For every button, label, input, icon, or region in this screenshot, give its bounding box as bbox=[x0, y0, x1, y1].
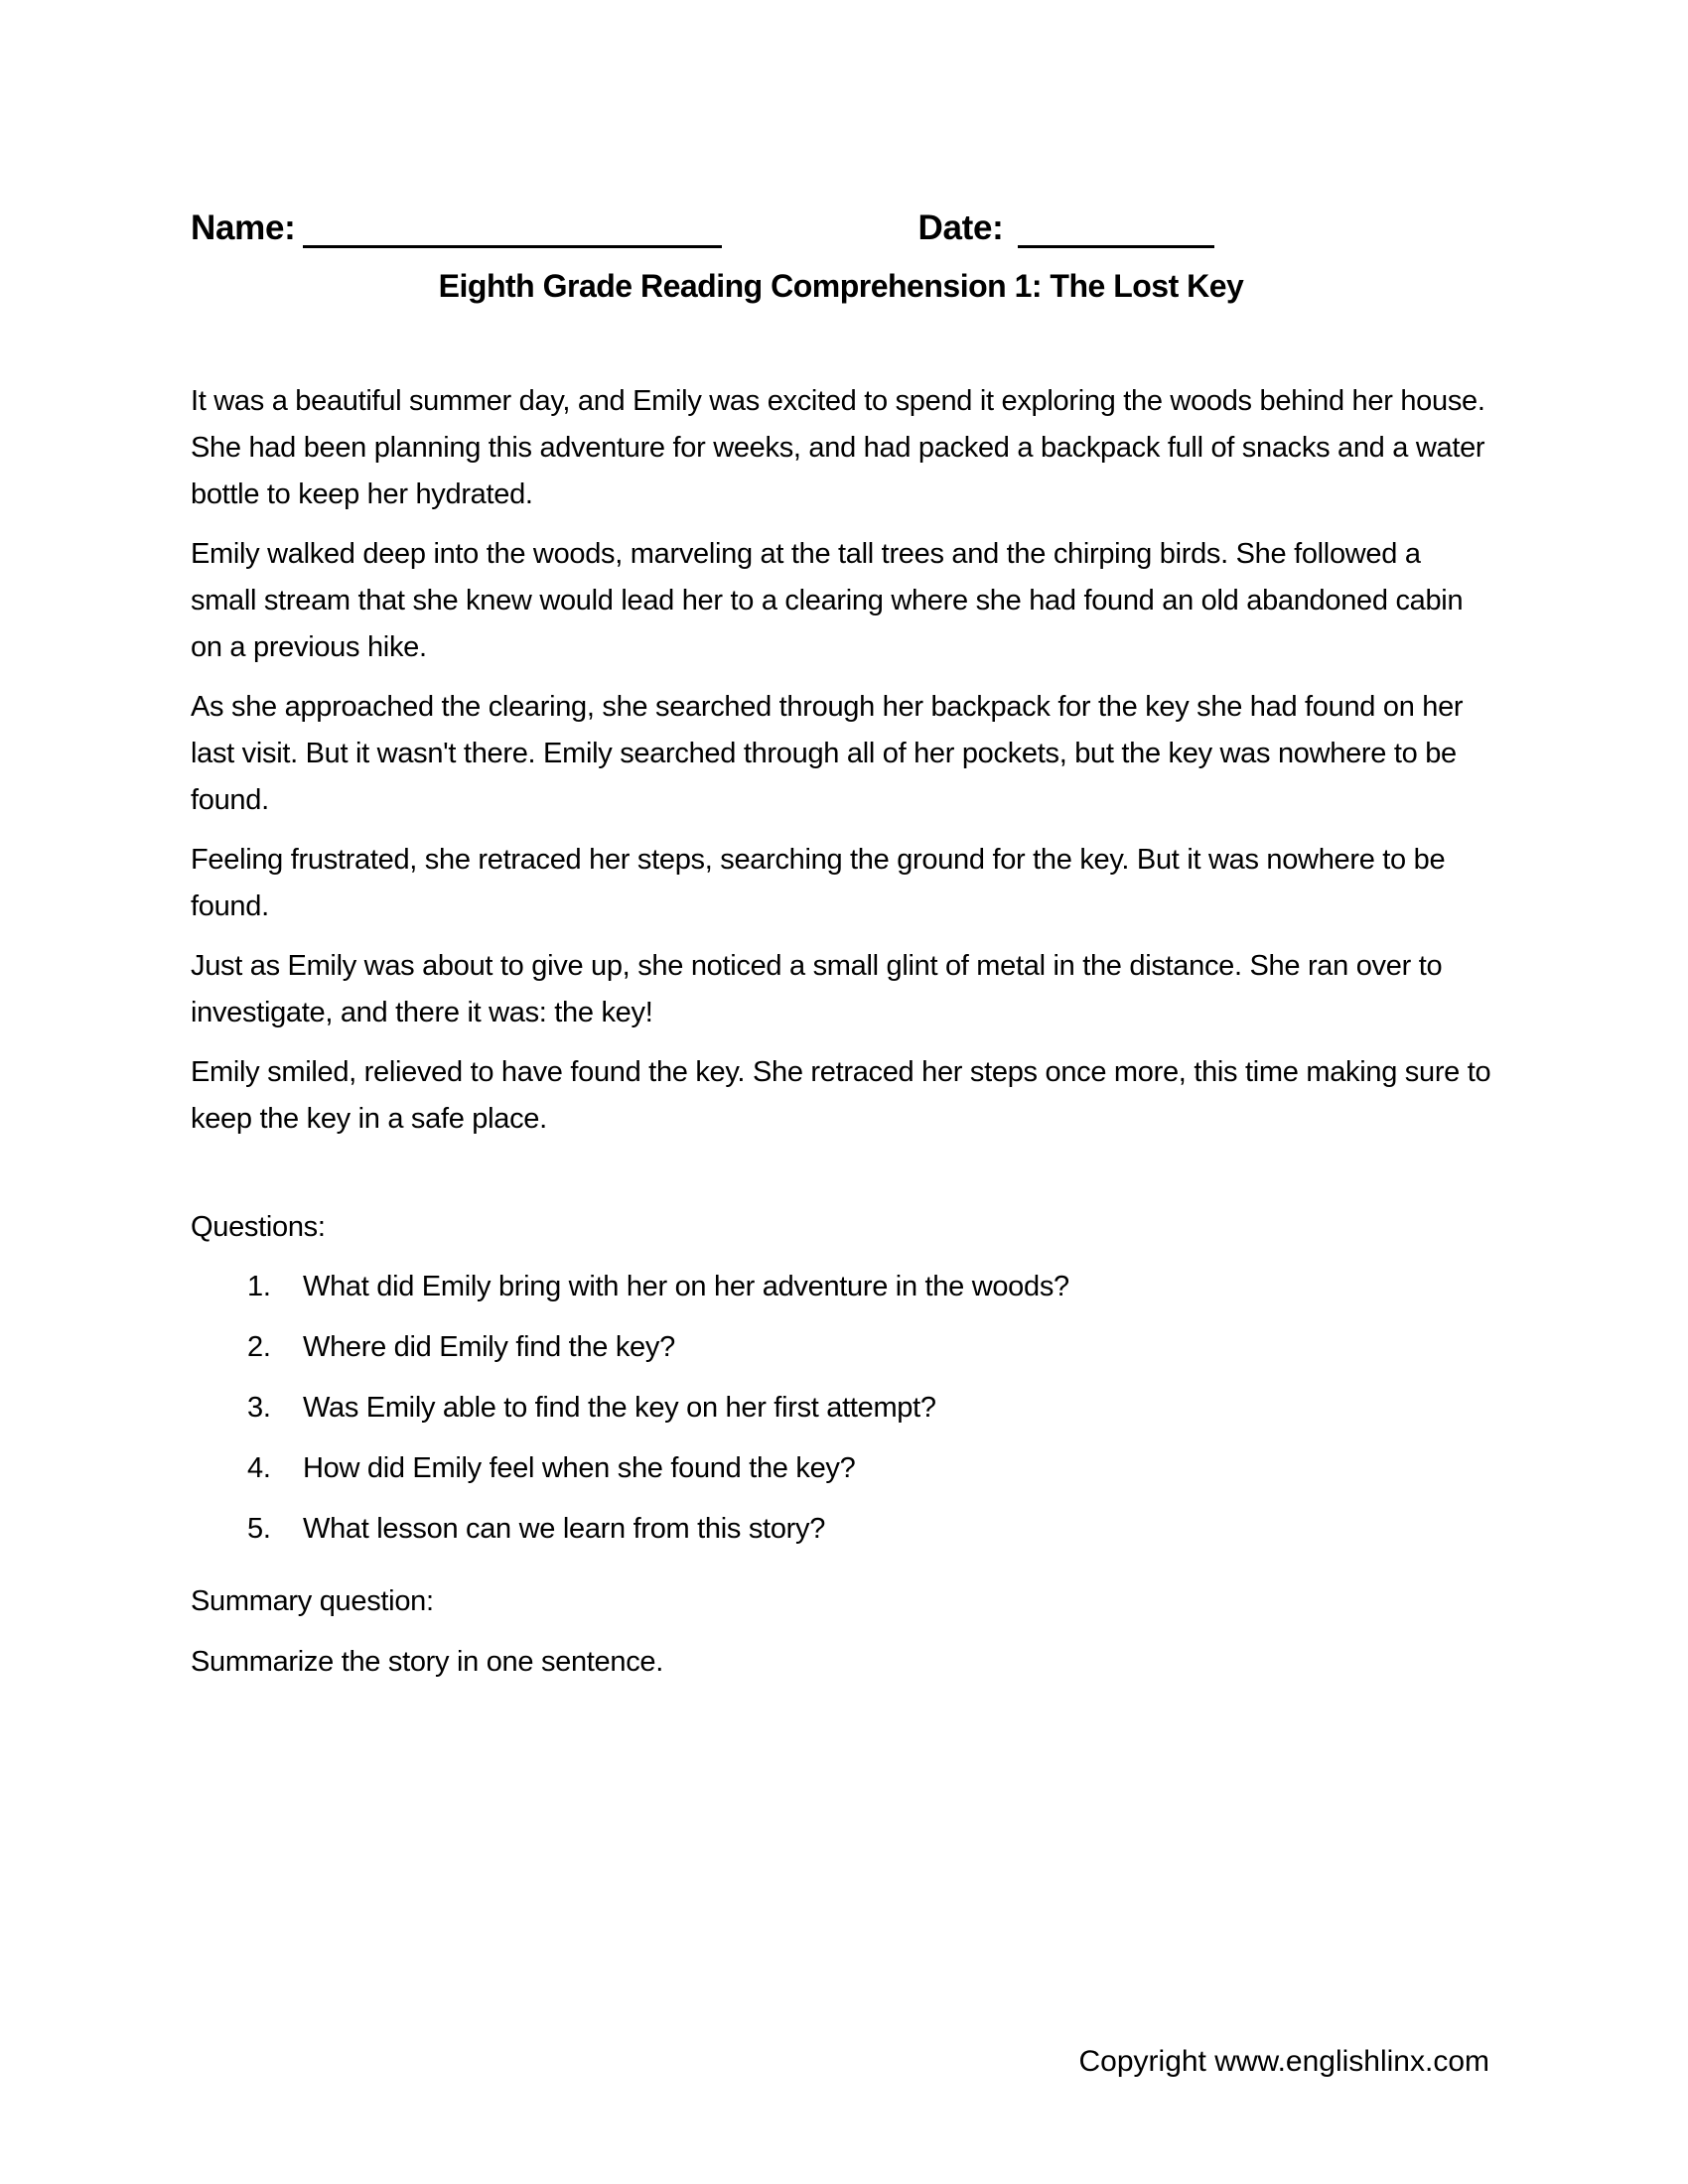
date-label: Date: bbox=[917, 208, 1004, 247]
question-number: 2. bbox=[247, 1331, 271, 1363]
story-paragraph-4: Feeling frustrated, she retraced her steps, searching the ground for the key. But it was nowhere to be found. bbox=[191, 844, 1446, 922]
questions-heading: Questions: bbox=[191, 1211, 326, 1243]
summary-prompt: Summarize the story in one sentence. bbox=[191, 1646, 663, 1678]
question-text: Where did Emily find the key? bbox=[303, 1331, 675, 1363]
question-item bbox=[247, 1324, 1491, 1371]
question-item bbox=[247, 1385, 1491, 1432]
story-paragraph-3: As she approached the clearing, she searched through her backpack for the key she had found on her last visit. But it wasn't there. Emily searched through all of her pockets, but the key was nowhere to be found. bbox=[191, 691, 1464, 816]
question-item bbox=[247, 1264, 1491, 1310]
header-row bbox=[191, 208, 1491, 248]
page-title: Eighth Grade Reading Comprehension 1: The Lost Key bbox=[438, 268, 1244, 304]
question-number: 3. bbox=[247, 1392, 271, 1424]
story-paragraph-1: It was a beautiful summer day, and Emily was excited to spend it exploring the woods behind her house. She had been planning this adventure for weeks, and had packed a backpack full of snacks and a water bottle to keep her hydrated. bbox=[191, 385, 1485, 510]
question-text: How did Emily feel when she found the key? bbox=[303, 1452, 856, 1484]
question-text: What did Emily bring with her on her adventure in the woods? bbox=[303, 1271, 1069, 1302]
story-paragraph-2: Emily walked deep into the woods, marveling at the tall trees and the chirping birds. She followed a small stream that she knew would lead her to a clearing where she had found an old abandoned cabin on a previous hike. bbox=[191, 538, 1464, 663]
question-number: 4. bbox=[247, 1452, 271, 1484]
questions-list bbox=[191, 1264, 1491, 1553]
question-number: 5. bbox=[247, 1513, 271, 1545]
story-paragraph-6: Emily smiled, relieved to have found the key. She retraced her steps once more, this time making sure to keep the key in a safe place. bbox=[191, 1056, 1491, 1135]
story-passage bbox=[191, 378, 1491, 1143]
name-label: Name: bbox=[191, 208, 296, 247]
story-paragraph-5: Just as Emily was about to give up, she noticed a small glint of metal in the distance. She ran over to investigate, and there it was: the key! bbox=[191, 950, 1443, 1028]
name-fill-line[interactable] bbox=[303, 208, 722, 248]
question-item bbox=[247, 1506, 1491, 1553]
question-text: What lesson can we learn from this story? bbox=[303, 1513, 826, 1545]
question-number: 1. bbox=[247, 1271, 271, 1302]
date-fill-line[interactable] bbox=[1018, 208, 1214, 248]
summary-question-heading: Summary question: bbox=[191, 1585, 434, 1617]
copyright-notice: Copyright www.englishlinx.com bbox=[1078, 2045, 1489, 2078]
question-item bbox=[247, 1445, 1491, 1492]
question-text: Was Emily able to find the key on her first attempt? bbox=[303, 1392, 936, 1424]
